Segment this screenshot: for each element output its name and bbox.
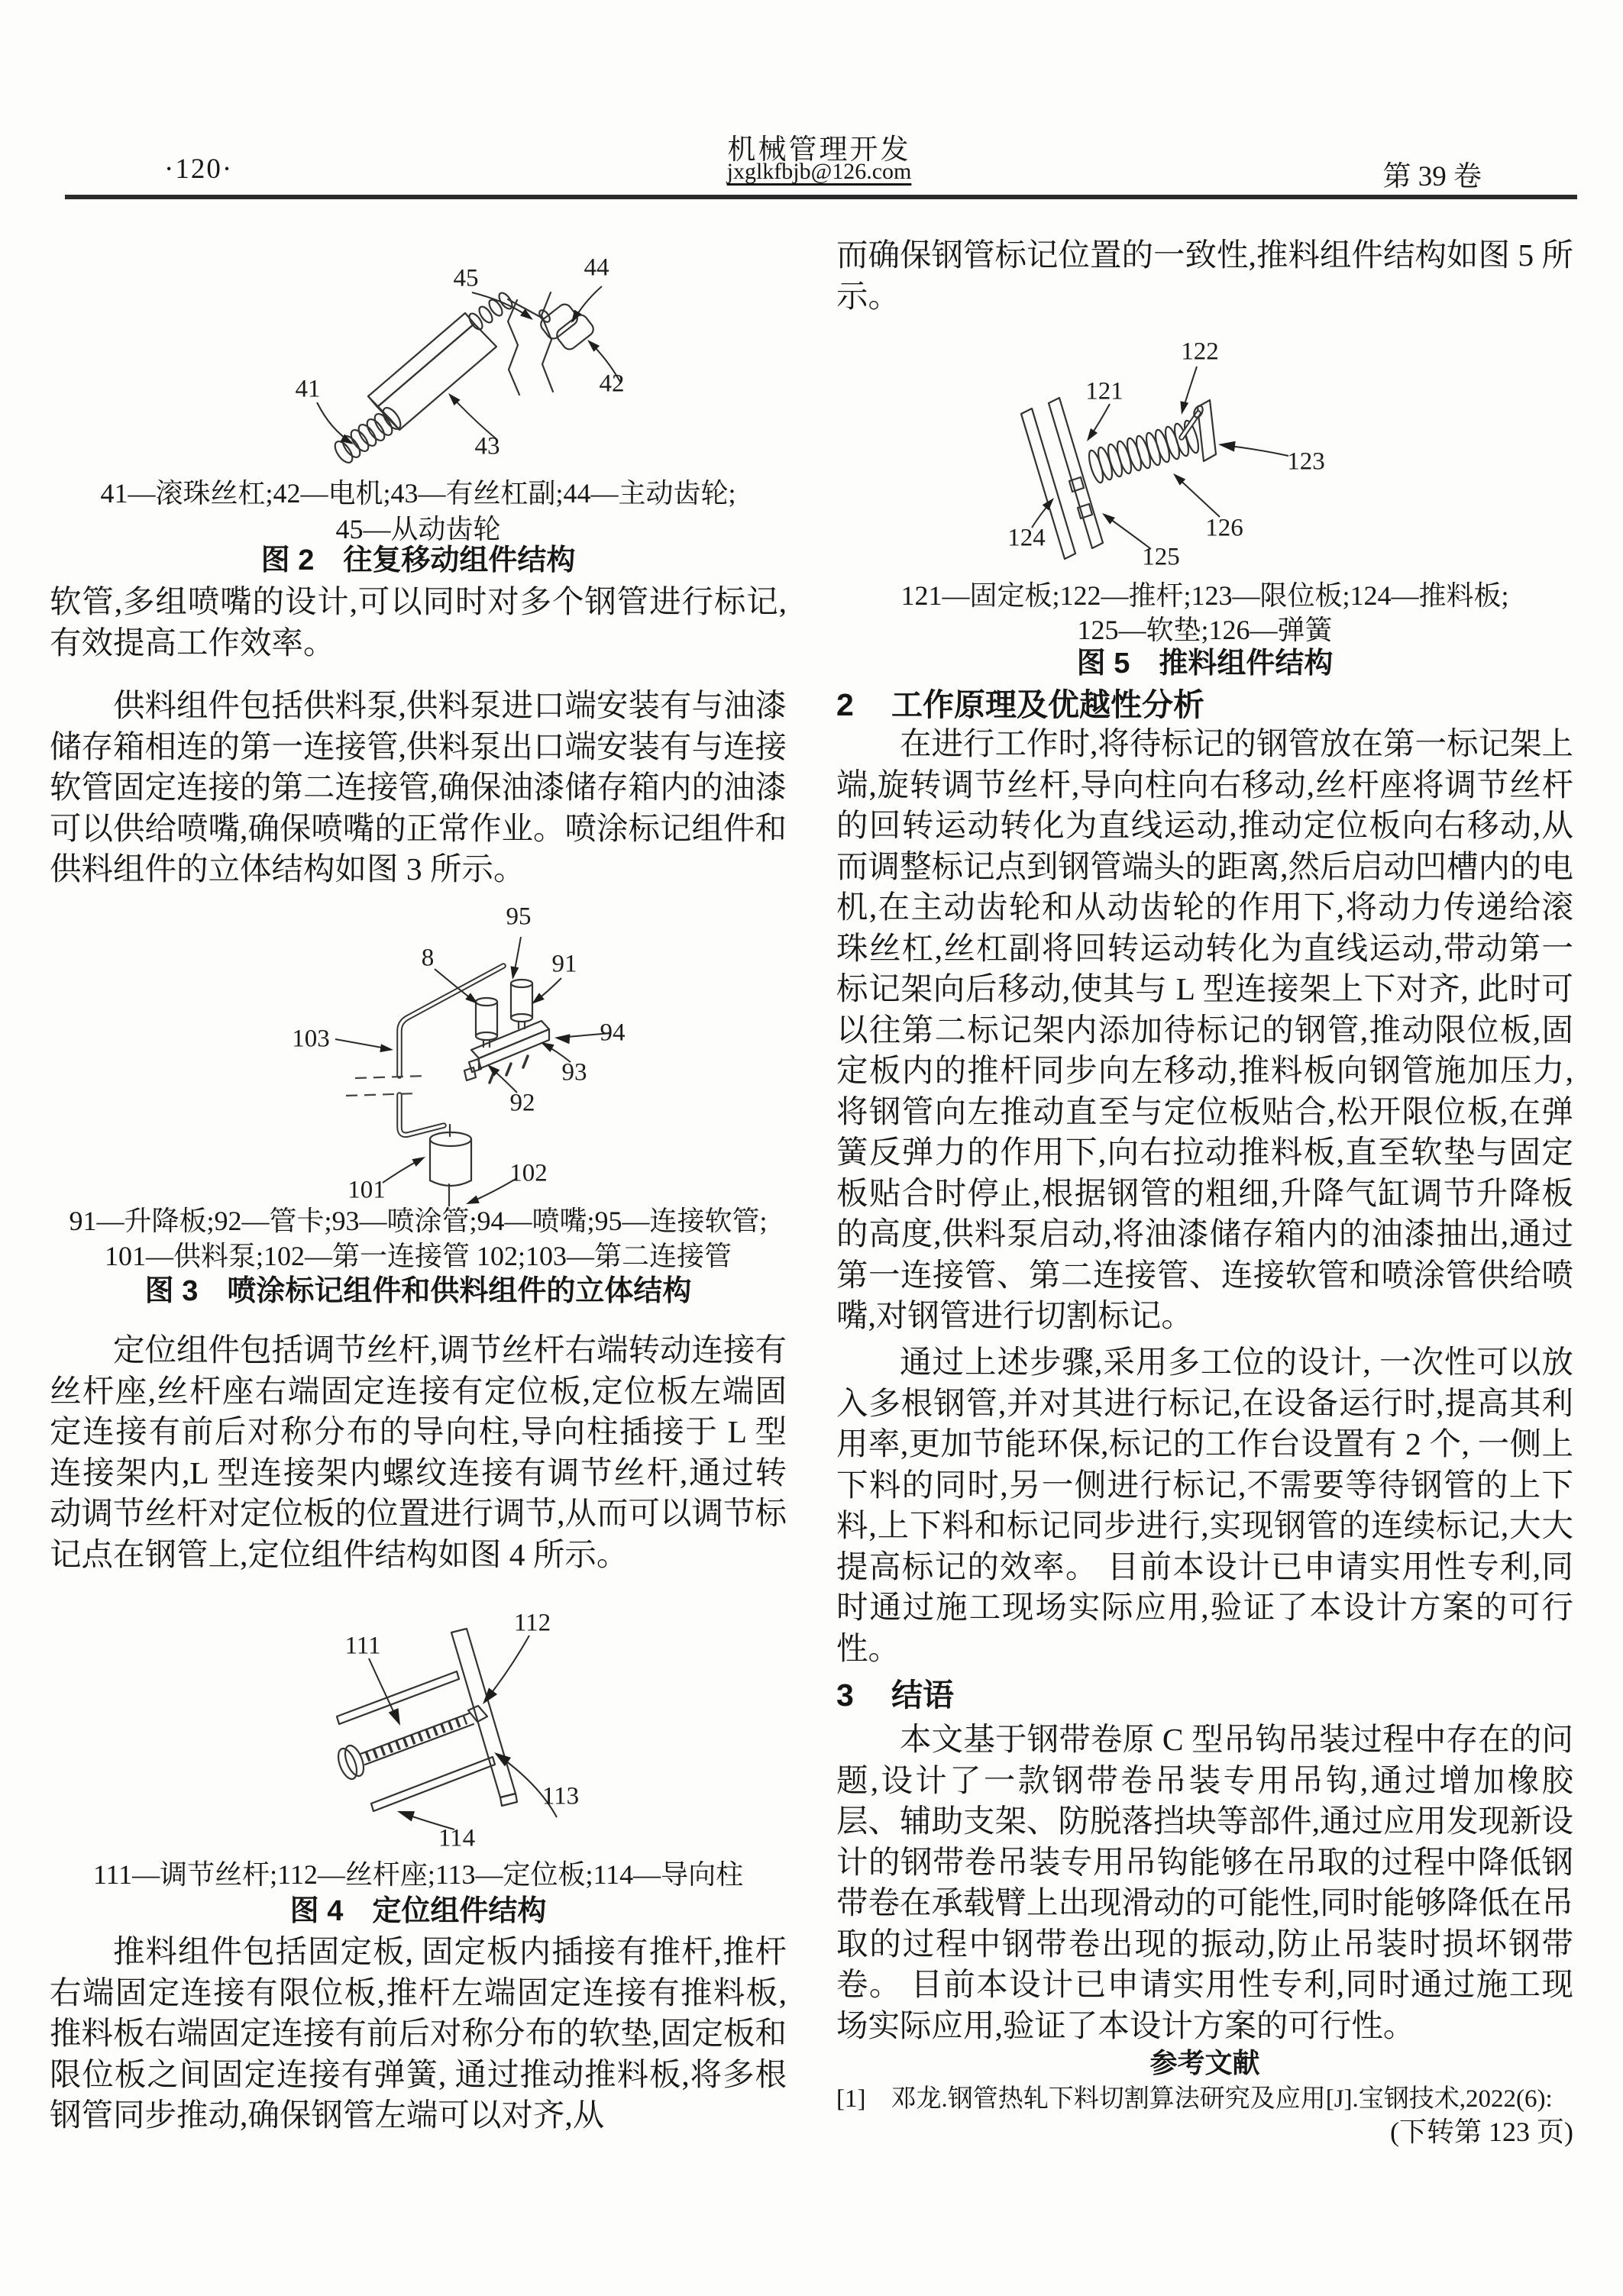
fig4-title: 图 4 定位组件结构 (289, 1895, 547, 1927)
section3-number: 3 (836, 1678, 854, 1713)
fig2-title: 图 2 往复移动组件结构 (260, 544, 576, 576)
fig3-label-101: 101 (348, 1176, 386, 1204)
fig3-caption-line2: 101—供料泵;102—第一连接管 102;103—第二连接管 (104, 1241, 732, 1271)
fig5-label-122: 122 (1181, 337, 1219, 366)
fig3-label-93: 93 (561, 1058, 587, 1087)
fig5-label-123: 123 (1287, 447, 1325, 476)
fig2-caption-line1: 41—滚珠丝杠;42—电机;43—有丝杠副;44—主动齿轮; (100, 478, 736, 509)
fig5-label-124: 124 (1007, 524, 1046, 552)
journal-title: 机械管理开发 (727, 134, 911, 166)
fig3-label-91: 91 (551, 950, 577, 978)
positioning-assembly-diagram (50, 1610, 787, 1855)
fig3-label-94: 94 (600, 1019, 626, 1047)
fig3-caption-line1: 91—升降板;92—管卡;93—喷涂管;94—喷嘴;95—连接软管; (69, 1206, 768, 1236)
fig2-label-44: 44 (584, 253, 609, 282)
fig3-label-103: 103 (292, 1025, 330, 1053)
fig5-label-125: 125 (1142, 543, 1180, 571)
fig3-title: 图 3 喷涂标记组件和供料组件的立体结构 (144, 1275, 692, 1307)
section2-number: 2 (836, 687, 854, 722)
figure2-drawing (50, 253, 787, 473)
fig5-label-126: 126 (1205, 514, 1243, 542)
paragraph-continuation-right: 而确保钢管标记位置的一致性,推料组件结构如图 5 所示。 (836, 237, 1573, 314)
section2-heading (836, 686, 1573, 724)
fig5-caption-line1: 121—固定板;122—推杆;123—限位板;124—推料板; (900, 580, 1509, 611)
fig2-label-41: 41 (295, 375, 321, 403)
figure4-drawing (50, 1610, 787, 1855)
spray-assembly-diagram (50, 905, 787, 1206)
fig2-label-43: 43 (474, 432, 500, 460)
paragraph-pushing-assembly: 推料组件包括固定板, 固定板内插接有推杆,推杆右端固定连接有限位板,推杆左端固定连接有推料板, 推料板右端固定连接有前后对称分布的软垫,固定板和限位板之间固定连接有弹簧, 通过推动推料板,将多根钢管同步推动,确保钢管左端可以对齐,从 (50, 1934, 787, 2133)
references-heading: 参考文献 (1149, 2047, 1260, 2078)
fig5-title: 图 5 推料组件结构 (1076, 647, 1334, 680)
volume-label: 第 39 卷 (1382, 161, 1482, 192)
journal-email: jxglkfbjb@126.com (726, 159, 912, 184)
fig2-label-42: 42 (599, 370, 625, 398)
section3-title: 结语 (891, 1678, 954, 1713)
page-number: ·120· (164, 153, 234, 185)
paragraph-continuation-left: 软管,多组喷嘴的设计,可以同时对多个钢管进行标记,有效提高工作效率。 (50, 584, 787, 660)
figure5-drawing (836, 325, 1573, 570)
paragraph-working-principle: 在进行工作时,将待标记的钢管放在第一标记架上端,旋转调节丝杆,导向柱向右移动,丝杆座将调节丝杆的回转运动转化为直线运动,推动定位板向右移动,从而调整标记点到钢管端头的距离,然后启动凹槽内的电机,在主动齿轮和从动齿轮的作用下,将动力传递给滚珠丝杠,丝杠副将回转运动转化为直线运动,带动第一标记架向后移动,使其与 L 型连接架上下对齐, 此时可以往第二标记架内添加待标记的钢管,推动限位板,固定板内的推杆同步向左移动,推料板向钢管施加压力,将钢管向左推动直至与定位板贴合,松开限位板,在弹簧反弹力的作用下,向右拉动推料板,直至软垫与固定板贴合时停止,根据钢管的粗细,升降气缸调节升降板的高度,供料泵启动,将油漆储存箱内的油漆抽出,通过第一连接管、第二连接管、连接软管和喷涂管供给喷嘴,对钢管进行切割标记。 (836, 726, 1573, 1333)
fig4-label-113: 113 (542, 1782, 580, 1810)
fig4-label-112: 112 (513, 1609, 551, 1637)
header-rule (65, 195, 1577, 199)
fig4-label-111: 111 (344, 1632, 381, 1660)
ball-screw-diagram (50, 253, 787, 473)
figure3-drawing (50, 905, 787, 1206)
fig3-label-8: 8 (421, 944, 435, 972)
fig5-caption-line2: 125—软垫;126—弹簧 (1077, 615, 1333, 645)
fig5-label-121: 121 (1085, 377, 1123, 405)
fig3-label-95: 95 (506, 903, 532, 931)
fig3-label-92: 92 (509, 1089, 535, 1117)
paragraph-conclusion: 本文基于钢带卷原 C 型吊钩吊装过程中存在的问题,设计了一款钢带卷吊装专用吊钩,通过增加橡胶层、辅助支架、防脱落挡块等部件,通过应用发现新设计的钢带卷吊装专用吊钩能够在吊取的过程中降低钢带卷在承载臂上出现滑动的可能性,同时能够降低在吊取的过程中钢带卷出现的振动,防止吊装时损坏钢带卷。 目前本设计已申请实用性专利,同时通过施工现场实际应用,验证了本设计方案的可行性。 (836, 1722, 1573, 2043)
fig2-caption-line2: 45—从动齿轮 (335, 514, 501, 544)
section2-title: 工作原理及优越性分析 (891, 687, 1204, 722)
continuation-note: (下转第 123 页) (1390, 2117, 1573, 2147)
fig4-caption-line1: 111—调节丝杆;112—丝杆座;113—定位板;114—导向柱 (92, 1859, 744, 1890)
paragraph-positioning-assembly: 定位组件包括调节丝杆,调节丝杆右端转动连接有丝杆座,丝杆座右端固定连接有定位板,定位板左端固定连接有前后对称分布的导向柱,导向柱插接于 L 型连接架内,L 型连接架内螺纹连接有调节丝杆,通过转动调节丝杆对定位板的位置进行调节,从而可以调节标记点在钢管上,定位组件结构如图 4 所示。 (50, 1332, 787, 1572)
fig3-label-102: 102 (509, 1159, 548, 1187)
paragraph-supply-assembly: 供料组件包括供料泵,供料泵进口端安装有与油漆储存箱相连的第一连接管,供料泵出口端安装有与连接软管固定连接的第二连接管,确保油漆储存箱内的油漆可以供给喷嘴,确保喷嘴的正常作业。喷涂标记组件和供料组件的立体结构如图 3 所示。 (50, 688, 787, 886)
fig2-label-45: 45 (453, 264, 479, 292)
reference-item-1: [1] 邓龙.钢管热轧下料切割算法研究及应用[J].宝钢技术,2022(6): (836, 2085, 1553, 2113)
section3-heading (836, 1676, 1573, 1714)
paragraph-advantages: 通过上述步骤,采用多工位的设计, 一次性可以放入多根钢管,并对其进行标记,在设备运行时,提高其利用率,更加节能环保,标记的工作台设置有 2 个, 一侧上下料的同时,另一侧进行标记,不需要等待钢管的上下料,上下料和标记同步进行,实现钢管的连续标记,大大提高标记的效率。 目前本设计已申请实用性专利,同时通过施工现场实际应用,验证了本设计方案的可行性。 (836, 1345, 1573, 1666)
fig4-label-114: 114 (438, 1824, 476, 1852)
